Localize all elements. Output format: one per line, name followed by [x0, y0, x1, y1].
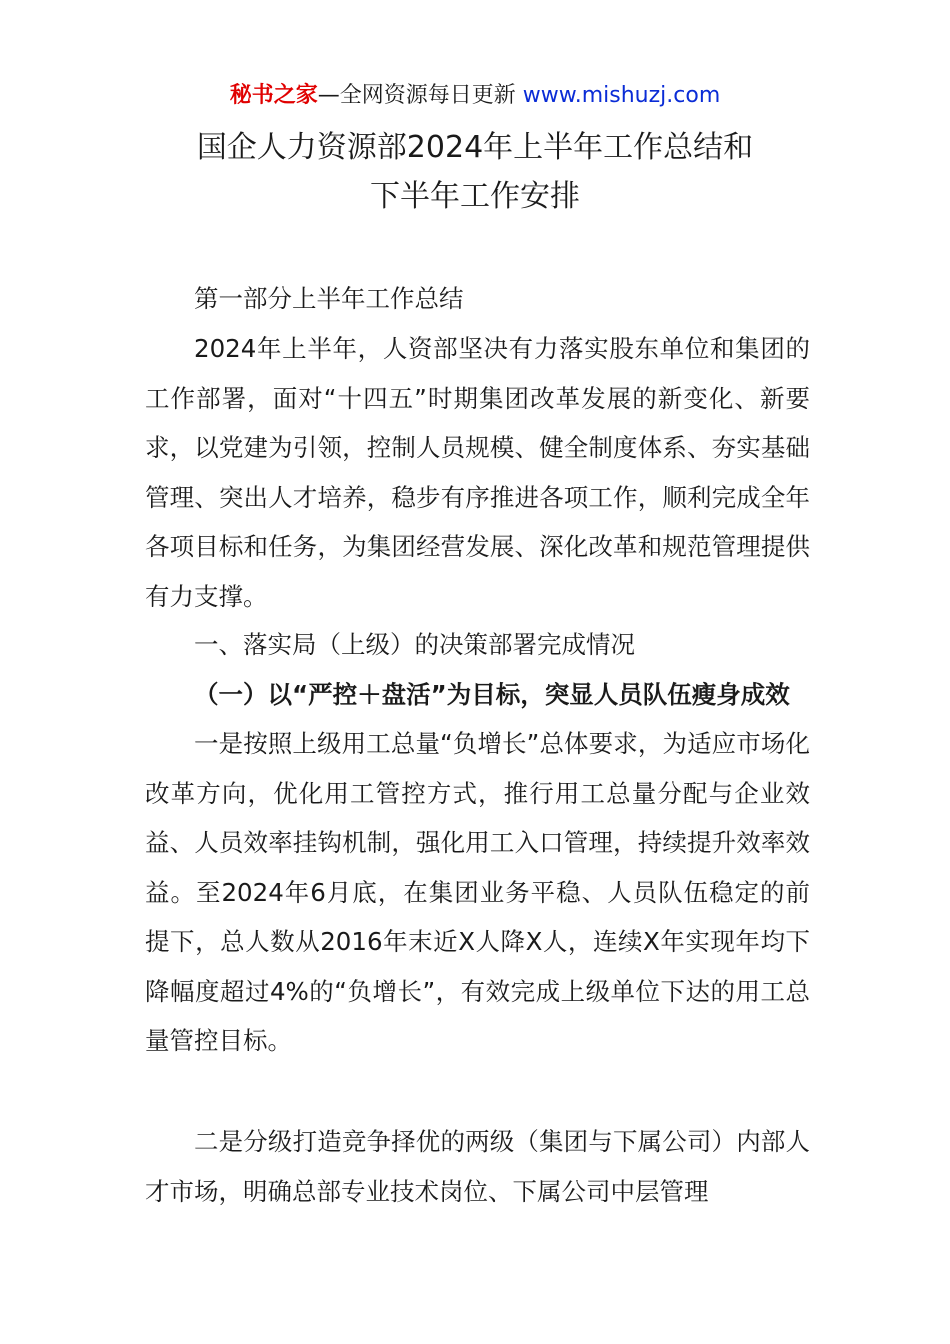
part-heading-block: [145, 274, 810, 324]
paragraph-two-block: [145, 1117, 810, 1216]
header-tagline: —全网资源每日更新: [317, 83, 523, 108]
intro-block: [145, 324, 810, 621]
document-title-line-2: 下半年工作安排: [370, 179, 580, 214]
document-title-line-1: 国企人力资源部2024年上半年工作总结和: [196, 130, 754, 165]
brand-name: 秘书之家: [229, 83, 318, 108]
site-url-link[interactable]: www.mishuzj.com: [522, 83, 721, 108]
subsection-heading: （一）以“严控＋盘活”为目标，突显人员队伍瘦身成效: [194, 679, 790, 709]
intro-paragraph: 2024年上半年，人资部坚决有力落实股东单位和集团的工作部署，面对“十四五”时期集团改革发展的新变化、新要求，以党建为引领，控制人员规模、健全制度体系、夯实基础管理、突出人才培养，稳步有序推进各项工作，顺利完成全年各项目标和任务，为集团经营发展、深化改革和规范管理提供有力支撑。: [145, 334, 810, 611]
paragraph-two: 二是分级打造竞争择优的两级（集团与下属公司）内部人才市场，明确总部专业技术岗位、下属公司中层管理: [145, 1127, 810, 1206]
section-heading: 一、落实局（上级）的决策部署完成情况: [194, 630, 635, 659]
section-block: [145, 620, 810, 1066]
part-heading: 第一部分上半年工作总结: [194, 284, 464, 313]
site-header: [0, 80, 950, 112]
paragraph-one: 一是按照上级用工总量“负增长”总体要求，为适应市场化改革方向，优化用工管控方式，推行用工总量分配与企业效益、人员效率挂钩机制，强化用工入口管理，持续提升效率效益。至2024年6月底，在集团业务平稳、人员队伍稳定的前提下，总人数从2016年末近X人降X人，连续X年实现年均下降幅度超过4%的“负增长”，有效完成上级单位下达的用工总量管控目标。: [145, 729, 810, 1055]
